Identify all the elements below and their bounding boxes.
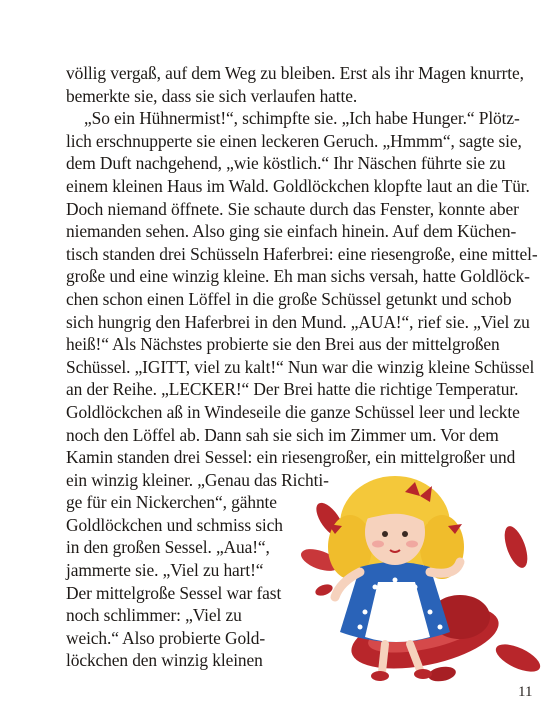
text-line: Kamin standen drei Sessel: ein riesengroßer, ein mittelgroßer und: [66, 447, 516, 468]
text-line: Der mittelgroße Sessel war fast: [66, 582, 282, 603]
text-line: Goldlöckchen und schmiss sich: [66, 514, 283, 535]
text-line: chen schon einen Löffel in die große Schüssel getunkt und schob: [66, 288, 512, 309]
text-line: dem Duft nachgehend, „wie köstlich.“ Ihr Näschen führte sie zu: [66, 153, 506, 174]
text-line: heiß!“ Als Nächstes probierte sie den Brei aus der mittelgroßen: [66, 334, 500, 355]
text-line: bemerkte sie, dass sie sich verlaufen hatte.: [66, 85, 358, 106]
text-line: Goldlöckchen aß in Windeseile die ganze Schüssel leer und leckte: [66, 401, 520, 422]
text-line: „So ein Hühnermist!“, schimpfte sie. „Ich habe Hunger.“ Plötz-: [84, 108, 520, 129]
text-line: einem kleinen Haus im Wald. Goldlöckchen klopfte laut an die Tür.: [66, 175, 530, 196]
text-line: große und eine winzig kleine. Eh man sichs versah, hatte Goldlöck-: [66, 266, 530, 287]
text-line: Schüssel. „IGITT, viel zu kalt!“ Nun war die winzig kleine Schüssel: [66, 356, 535, 377]
text-line: jammerte sie. „Viel zu hart!“: [66, 560, 264, 581]
text-line: ge für ein Nickerchen“, gähnte: [66, 492, 277, 513]
text-line: löckchen den winzig kleinen: [66, 650, 263, 671]
text-line: tisch standen drei Schüsseln Haferbrei: eine riesengroße, eine mittel-: [66, 243, 538, 264]
text-line: an der Reihe. „LECKER!“ Der Brei hatte die richtige Temperatur.: [66, 379, 519, 400]
text-line: sich hungrig den Haferbrei in den Mund. „AUA!“, rief sie. „Viel zu: [66, 311, 530, 332]
text-line: noch den Löffel ab. Dann sah sie sich im Zimmer um. Vor dem: [66, 424, 499, 445]
text-line: lich erschnupperte sie einen leckeren Geruch. „Hmmm“, sagte sie,: [66, 130, 522, 151]
page-number: 11: [518, 684, 533, 700]
text-line: weich.“ Also probierte Gold-: [66, 627, 266, 648]
text-line: noch schlimmer: „Viel zu: [66, 605, 242, 626]
goldilocks-illustration: [290, 462, 551, 697]
text-line: ein winzig kleiner. „Genau das Richti-: [66, 469, 329, 490]
text-line: völlig vergaß, auf dem Weg zu bleiben. Erst als ihr Magen knurrte,: [66, 63, 524, 83]
text-line: Doch niemand öffnete. Sie schaute durch das Fenster, konnte aber: [66, 198, 519, 219]
text-line: in den großen Sessel. „Aua!“,: [66, 537, 270, 558]
text-line: niemanden sehen. Also ging sie einfach hinein. Auf dem Küchen-: [66, 221, 517, 242]
